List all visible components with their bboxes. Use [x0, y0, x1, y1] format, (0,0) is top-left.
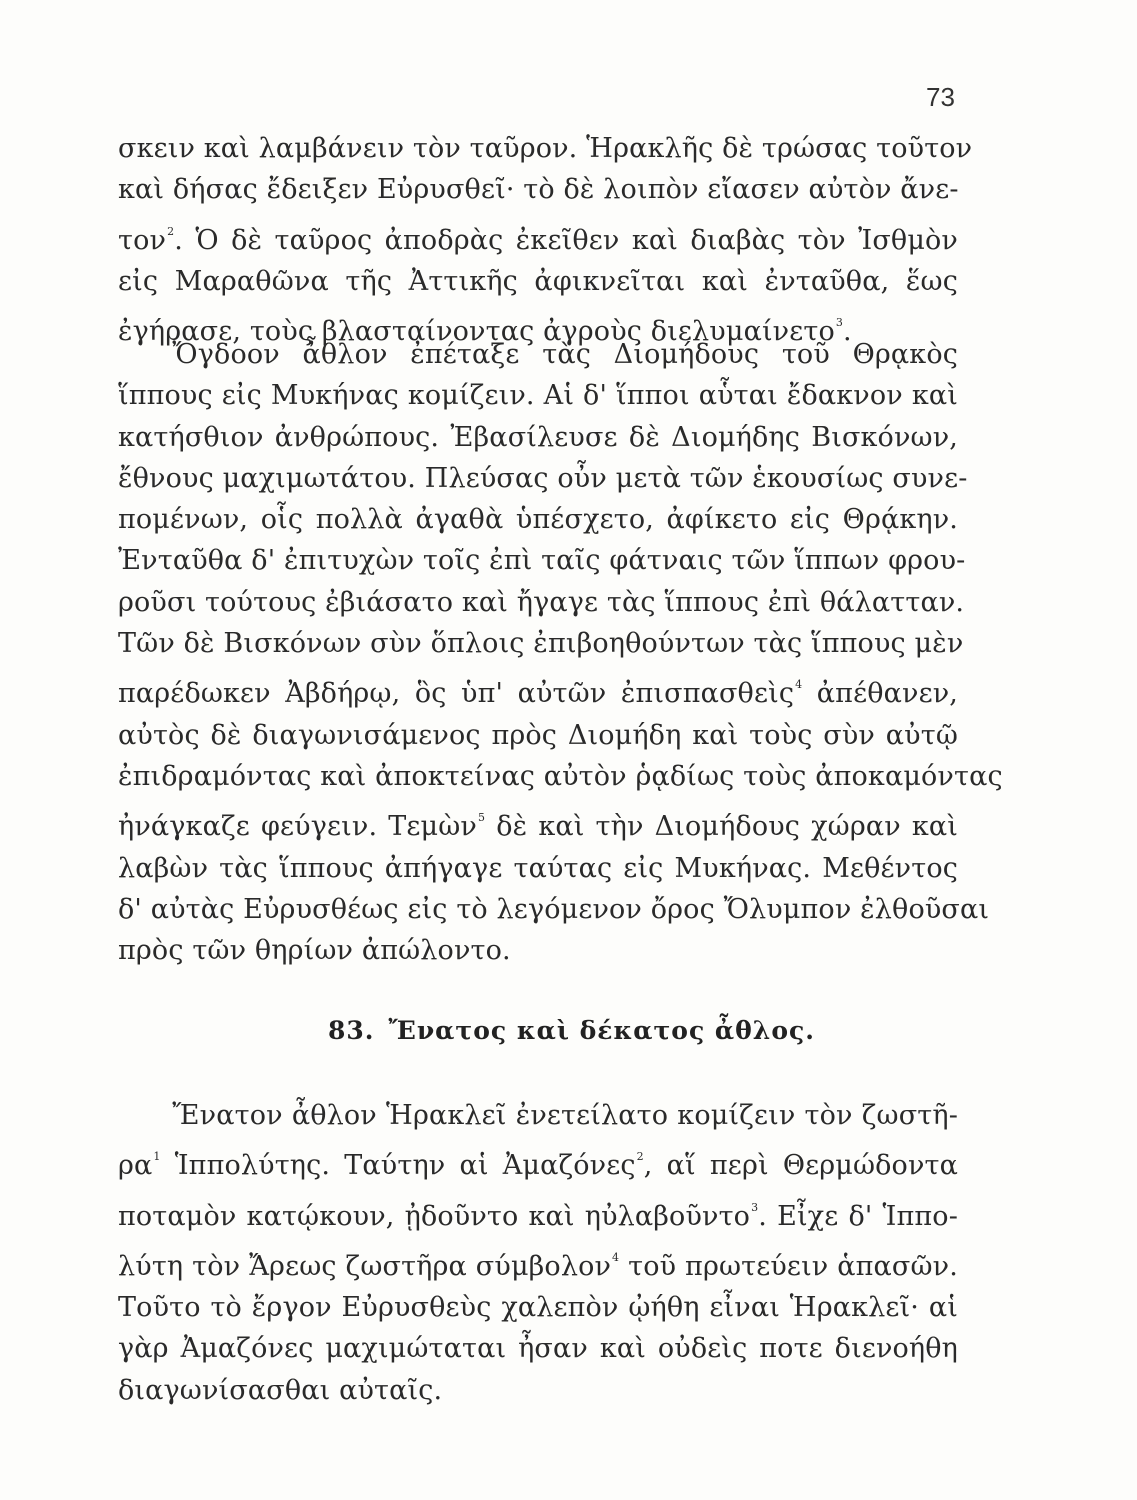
paragraph-mares-of-diomedes	[118, 334, 1003, 971]
text-line	[118, 1370, 958, 1411]
text-line	[118, 1187, 958, 1237]
line-text: ρα	[118, 1150, 153, 1182]
line-text: παρέδωκεν Ἀβδήρῳ, ὃς ὑπ' αὐτῶν ἐπισπασθεὶς	[118, 678, 795, 710]
line-text: ἐγήρασε, τοὺς βλασταίνοντας ἀγροὺς διελυμαίνετο	[118, 316, 835, 348]
text-line	[118, 889, 990, 930]
page-number: 73	[926, 82, 955, 112]
footnote-marker: 5	[477, 811, 486, 825]
paragraph-girdle-of-hippolyte	[118, 1095, 958, 1411]
line-text-continued: , αἵ περὶ Θερμώδοντα	[643, 1150, 958, 1182]
footnote-marker: 2	[636, 1150, 644, 1164]
text-line	[118, 848, 958, 889]
footnote-marker: 2	[167, 224, 175, 238]
text-line	[118, 499, 958, 540]
paragraph-bull-story	[118, 128, 973, 352]
section-number: 83.	[328, 1016, 375, 1045]
section-title: Ἔνατος καὶ δέκατος ἆθλος.	[388, 1016, 815, 1045]
text-line	[118, 797, 958, 847]
text-line	[118, 375, 958, 416]
text-line	[118, 1095, 958, 1136]
line-text: διαγωνίσασθαι αὐταῖς.	[118, 1374, 443, 1406]
line-text: ἠνάγκαζε φεύγειν. Τεμὼν	[118, 811, 477, 843]
line-text-continued: ἀπέθανεν,	[802, 678, 958, 710]
text-line	[118, 261, 958, 302]
line-text: Ἔνατον ἆθλον Ἡρακλεῖ ἐνετείλατο κομίζειν τὸν ζωστῆ-	[118, 1100, 958, 1131]
text-line	[118, 623, 964, 664]
footnote-marker: 4	[612, 1250, 620, 1264]
text-line	[118, 1287, 958, 1328]
footnote-marker: 4	[795, 678, 803, 692]
line-text: ροῦσι τούτους ἐβιάσατο καὶ ἤγαγε τὰς ἵππους ἐπὶ θάλατταν.	[118, 586, 965, 618]
line-text: Τῶν δὲ Βισκόνων σὺν ὅπλοις ἐπιβοηθούντων τὰς ἵππους μὲν	[118, 628, 964, 660]
line-text: εἰς Μαραθῶνα τῆς Ἀττικῆς ἀφικνεῖται καὶ ἐνταῦθα, ἕως	[118, 265, 958, 297]
section-heading	[328, 1016, 815, 1045]
footnote-marker: 3	[835, 316, 844, 330]
line-text-continued: τοῦ πρωτεύειν ἁπασῶν.	[619, 1250, 958, 1282]
text-line	[118, 582, 965, 623]
text-line	[118, 128, 973, 169]
text-line	[118, 211, 958, 261]
line-text-continued: δὲ καὶ τὴν Διομήδους χώραν καὶ	[485, 811, 959, 843]
line-text: γὰρ Ἀμαζόνες μαχιμώταται ἦσαν καὶ οὐδεὶς ποτε διενοήθη	[118, 1333, 958, 1365]
line-text: σκειν καὶ λαμβάνειν τὸν ταῦρον. Ἡρακλῆς δὲ τρώσας τοῦτον	[118, 133, 973, 164]
line-text: Τοῦτο τὸ ἔργον Εὐρυσθεὺς χαλεπὸν ᾠήθη εἶναι Ἡρακλεῖ· αἱ	[118, 1292, 958, 1324]
text-line	[118, 1328, 958, 1369]
line-text-continued: .	[843, 316, 852, 348]
line-text: πομένων, οἷς πολλὰ ἀγαθὰ ὑπέσχετο, ἀφίκετο εἰς Θρᾴκην.	[118, 504, 958, 536]
line-text: ποταμὸν κατῴκουν, ᾐδοῦντο καὶ ηὐλαβοῦντο	[118, 1200, 751, 1232]
text-line	[118, 664, 958, 714]
text-line	[118, 458, 968, 499]
line-text: λύτη τὸν Ἄρεως ζωστῆρα σύμβολον	[118, 1250, 612, 1282]
line-text: κατήσθιον ἀνθρώπους. Ἐβασίλευσε δὲ Διομήδης Βισκόνων,	[118, 421, 958, 453]
line-text: ἵππους εἰς Μυκήνας κομίζειν. Αἱ δ' ἵπποι αὗται ἔδακνον καὶ	[118, 380, 958, 412]
line-text: ἐπιδραμόντας καὶ ἀποκτείνας αὐτὸν ῥᾳδίως τοὺς ἀποκαμόντας	[118, 760, 1003, 792]
text-line	[118, 756, 1003, 797]
text-line	[118, 334, 958, 375]
line-text: τον	[118, 224, 167, 256]
line-text: αὐτὸς δὲ διαγωνισάμενος πρὸς Διομήδη καὶ τοὺς σὺν αὐτῷ	[118, 719, 958, 751]
line-text: λαβὼν τὰς ἵππους ἀπήγαγε ταύτας εἰς Μυκήνας. Μεθέντος	[118, 852, 958, 884]
footnote-marker: 3	[751, 1200, 759, 1214]
line-text-continued: . Ὁ δὲ ταῦρος ἀποδρὰς ἐκεῖθεν καὶ διαβὰς τὸν Ἰσθμὸν	[174, 224, 958, 256]
text-line	[118, 1237, 958, 1287]
line-text: Ὄγδοον ἆθλον ἐπέταξε τὰς Διομήδους τοῦ Θρᾳκὸς	[118, 339, 958, 370]
line-text-continued: Ἱππολύτης. Ταύτην αἱ Ἀμαζόνες	[160, 1150, 636, 1182]
text-line	[118, 715, 958, 756]
line-text: καὶ δήσας ἔδειξεν Εὐρυσθεῖ· τὸ δὲ λοιπὸν εἴασεν αὐτὸν ἄνε-	[118, 174, 959, 206]
text-line	[118, 417, 958, 458]
text-line	[118, 930, 958, 971]
text-line	[118, 540, 966, 581]
line-text: Ἐνταῦθα δ' ἐπιτυχὼν τοῖς ἐπὶ ταῖς φάτναις τῶν ἵππων φρου-	[118, 545, 966, 577]
line-text: πρὸς τῶν θηρίων ἀπώλοντο.	[118, 935, 511, 967]
line-text: δ' αὐτὰς Εὐρυσθέως εἰς τὸ λεγόμενον ὄρος Ὄλυμπον ἐλθοῦσαι	[118, 893, 990, 925]
text-line	[118, 169, 958, 210]
line-text: ἔθνους μαχιμωτάτου. Πλεύσας οὖν μετὰ τῶν ἑκουσίως συνε-	[118, 462, 968, 494]
text-line	[118, 1136, 958, 1186]
line-text-continued: . Εἶχε δ' Ἱππο-	[758, 1200, 958, 1232]
footnote-marker: 1	[153, 1150, 161, 1164]
